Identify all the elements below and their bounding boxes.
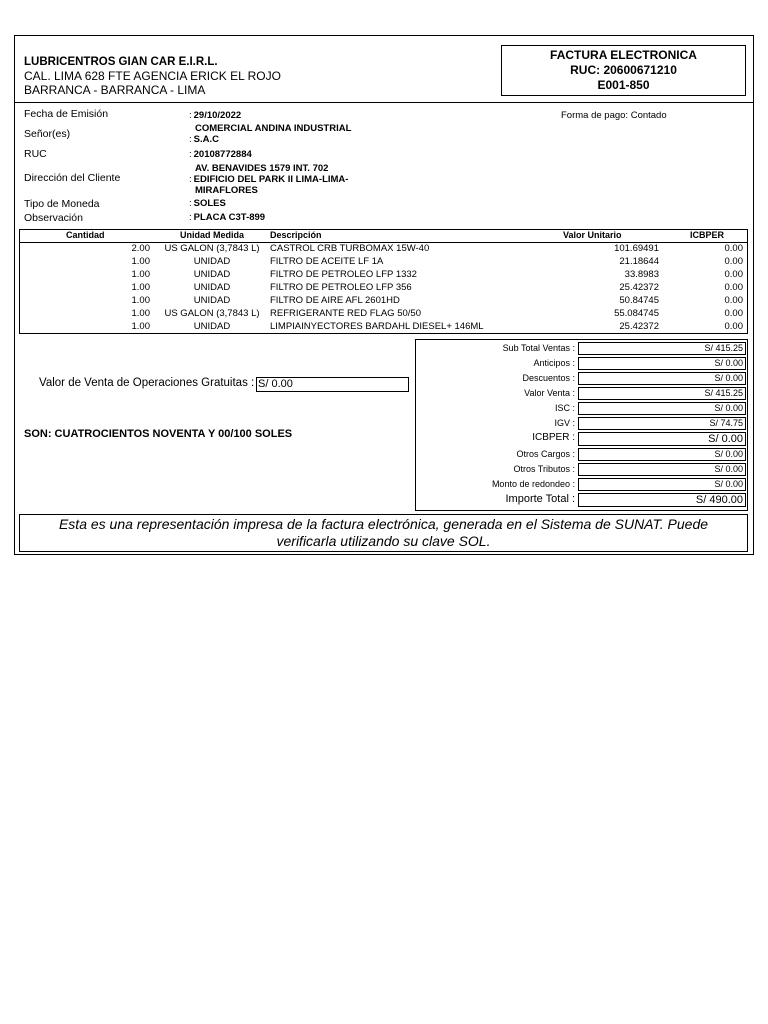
document-number: E001-850 xyxy=(597,78,650,92)
moneda-value: : SOLES xyxy=(189,198,226,209)
totals-box xyxy=(415,339,748,511)
invoice-header xyxy=(15,36,753,103)
total-row-redondeo xyxy=(416,478,747,493)
senor-value-line2-wrap: : S.A.C xyxy=(189,134,219,145)
cell-descripcion: REFRIGERANTE RED FLAG 50/50 xyxy=(270,308,421,319)
cell-unidad: UNIDAD xyxy=(193,321,231,332)
cell-unidad: UNIDAD xyxy=(193,282,231,293)
importe-total-value: S/ 490.00 xyxy=(578,493,746,507)
cell-valor: 50.84745 xyxy=(619,295,659,306)
cell-cantidad: 2.00 xyxy=(131,243,150,254)
cell-unidad: US GALON (3,7843 L) xyxy=(164,243,260,254)
senor-value xyxy=(189,123,351,145)
senor-label: Señor(es) xyxy=(24,128,71,140)
table-row xyxy=(20,269,747,282)
descuentos-value: S/ 0.00 xyxy=(578,372,746,385)
cell-cantidad: 1.00 xyxy=(131,282,150,293)
cell-cantidad: 1.00 xyxy=(131,269,150,280)
cell-descripcion: CASTROL CRB TURBOMAX 15W-40 xyxy=(270,243,430,254)
cell-cantidad: 1.00 xyxy=(131,321,150,332)
legal-notice xyxy=(19,514,748,552)
otros-cargos-value: S/ 0.00 xyxy=(578,448,746,461)
header-cantidad: Cantidad xyxy=(66,230,105,240)
forma-pago: Forma de pago: Contado xyxy=(561,110,667,121)
ruc-label: RUC xyxy=(24,148,47,160)
sub-total-label: Sub Total Ventas : xyxy=(502,343,575,353)
observacion-label: Observación xyxy=(24,212,83,224)
table-row xyxy=(20,256,747,269)
igv-label: IGV : xyxy=(554,418,575,428)
cell-descripcion: FILTRO DE PETROLEO LFP 356 xyxy=(270,282,412,293)
cell-valor: 25.42372 xyxy=(619,282,659,293)
company-address-line2: BARRANCA - BARRANCA - LIMA xyxy=(24,83,206,97)
observacion-value: : PLACA C3T-899 xyxy=(189,212,266,223)
cell-cantidad: 1.00 xyxy=(131,308,150,319)
cell-icbper: 0.00 xyxy=(724,269,743,280)
valor-venta-label: Valor Venta : xyxy=(524,388,575,398)
gratuitas-value: S/ 0.00 xyxy=(256,377,409,392)
total-row-igv xyxy=(416,417,747,432)
gratuitas-label: Valor de Venta de Operaciones Gratuitas : xyxy=(39,377,255,389)
anticipos-value: S/ 0.00 xyxy=(578,357,746,370)
document-type: FACTURA ELECTRONICA xyxy=(550,48,697,62)
cell-valor: 101.69491 xyxy=(614,243,659,254)
cell-icbper: 0.00 xyxy=(724,295,743,306)
invoice-document xyxy=(14,35,754,555)
otros-tributos-value: S/ 0.00 xyxy=(578,463,746,476)
direccion-value xyxy=(189,163,348,196)
importe-total-label: Importe Total : xyxy=(505,493,575,505)
total-row-descuentos xyxy=(416,372,747,387)
cell-descripcion: FILTRO DE AIRE AFL 2601HD xyxy=(270,295,400,306)
moneda-label: Tipo de Moneda xyxy=(24,198,100,210)
observacion-value-text: PLACA C3T-899 xyxy=(193,212,266,223)
cell-icbper: 0.00 xyxy=(724,256,743,267)
table-row xyxy=(20,282,747,295)
direccion-value-line1: AV. BENAVIDES 1579 INT. 702 xyxy=(195,163,329,174)
cell-valor: 33.8983 xyxy=(624,269,659,280)
company-block xyxy=(24,55,281,97)
senor-value-line2: S.A.C xyxy=(193,134,219,145)
igv-value: S/ 74.75 xyxy=(578,417,746,430)
total-row-otros-cargos xyxy=(416,448,747,463)
document-id-box xyxy=(501,45,746,96)
redondeo-label: Monto de redondeo : xyxy=(491,479,575,489)
amount-in-words: SON: CUATROCIENTOS NOVENTA Y 00/100 SOLES xyxy=(24,428,293,440)
cell-cantidad: 1.00 xyxy=(131,295,150,306)
icbper-label: ICBPER : xyxy=(532,432,575,443)
total-row-valor-venta xyxy=(416,387,747,402)
client-info xyxy=(15,102,753,227)
otros-cargos-label: Otros Cargos : xyxy=(516,449,575,459)
direccion-value-line3: MIRAFLORES xyxy=(195,185,258,196)
items-table xyxy=(19,229,748,334)
fecha-value-text: 29/10/2022 xyxy=(193,110,242,121)
moneda-value-text: SOLES xyxy=(193,198,226,209)
legal-notice-line2: verificarla utilizando su clave SOL. xyxy=(276,533,491,549)
cell-cantidad: 1.00 xyxy=(131,256,150,267)
table-row xyxy=(20,295,747,308)
total-row-importe-total xyxy=(416,493,747,508)
ruc-value: : 20108772884 xyxy=(189,149,252,160)
total-row-isc xyxy=(416,402,747,417)
company-address-line1: CAL. LIMA 628 FTE AGENCIA ERICK EL ROJO xyxy=(24,69,281,83)
anticipos-label: Anticipos : xyxy=(533,358,575,368)
cell-unidad: US GALON (3,7843 L) xyxy=(164,308,260,319)
company-name: LUBRICENTROS GIAN CAR E.I.R.L. xyxy=(24,56,218,68)
cell-icbper: 0.00 xyxy=(724,243,743,254)
otros-tributos-label: Otros Tributos : xyxy=(513,464,575,474)
cell-icbper: 0.00 xyxy=(724,282,743,293)
cell-icbper: 0.00 xyxy=(724,308,743,319)
valor-venta-value: S/ 415.25 xyxy=(578,387,746,400)
cell-descripcion: FILTRO DE ACEITE LF 1A xyxy=(270,256,384,267)
header-icbper: ICBPER xyxy=(690,230,725,240)
total-row-anticipos xyxy=(416,357,747,372)
senor-value-line1: COMERCIAL ANDINA INDUSTRIAL xyxy=(195,123,352,134)
cell-valor: 55.084745 xyxy=(614,308,659,319)
table-row xyxy=(20,243,747,256)
cell-valor: 21.18644 xyxy=(619,256,659,267)
direccion-value-line2: EDIFICIO DEL PARK II LIMA-LIMA- xyxy=(193,174,349,185)
cell-unidad: UNIDAD xyxy=(193,295,231,306)
ruc-value-text: 20108772884 xyxy=(193,149,252,160)
header-unidad: Unidad Medida xyxy=(179,230,244,240)
fecha-label: Fecha de Emisión xyxy=(24,108,109,120)
total-row-icbper xyxy=(416,432,747,447)
total-row-otros-tributos xyxy=(416,463,747,478)
document-ruc: RUC: 20600671210 xyxy=(570,63,677,77)
icbper-value: S/ 0.00 xyxy=(578,432,746,446)
header-descripcion: Descripción xyxy=(270,230,322,240)
cell-icbper: 0.00 xyxy=(724,321,743,332)
table-row xyxy=(20,308,747,321)
cell-unidad: UNIDAD xyxy=(193,269,231,280)
table-row xyxy=(20,321,747,334)
fecha-value: : 29/10/2022 xyxy=(189,110,242,121)
descuentos-label: Descuentos : xyxy=(522,373,575,383)
total-row-sub-total xyxy=(416,342,747,357)
isc-value: S/ 0.00 xyxy=(578,402,746,415)
cell-valor: 25.42372 xyxy=(619,321,659,332)
items-header-row xyxy=(20,230,747,243)
header-valor-unitario: Valor Unitario xyxy=(563,230,622,240)
sub-total-value: S/ 415.25 xyxy=(578,342,746,355)
direccion-value-line2-wrap: : EDIFICIO DEL PARK II LIMA-LIMA- xyxy=(189,174,349,185)
direccion-label: Dirección del Cliente xyxy=(24,172,121,184)
cell-descripcion: LIMPIAINYECTORES BARDAHL DIESEL+ 146ML xyxy=(270,321,484,332)
redondeo-value: S/ 0.00 xyxy=(578,478,746,491)
legal-notice-line1: Esta es una representación impresa de la factura electrónica, generada en el Sistema de SUNAT. Puede xyxy=(58,516,709,532)
isc-label: ISC : xyxy=(554,403,575,413)
cell-descripcion: FILTRO DE PETROLEO LFP 1332 xyxy=(270,269,417,280)
cell-unidad: UNIDAD xyxy=(193,256,231,267)
